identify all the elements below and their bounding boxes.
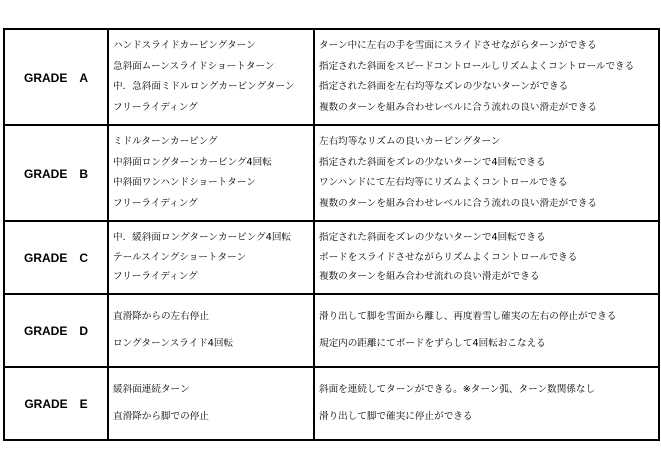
grade-row [4, 294, 659, 367]
criterion-item: 複数のターンを組み合わせレベルに合う流れの良い滑走ができる [319, 197, 598, 209]
grade-label: GRADE C [4, 221, 108, 294]
skill-item: ハンドスライドカービングターン [113, 40, 256, 52]
skill-item: 中．緩斜面ロングターンカービング4回転 [113, 231, 292, 243]
grade-table [3, 28, 660, 441]
skill-item: ロングターンスライド4回転 [113, 337, 234, 349]
criterion-item: 左右均等なリズムの良いカービングターン [319, 136, 501, 148]
grade-label: GRADE D [4, 294, 108, 367]
skill-item: フリーライディング [113, 271, 198, 283]
criteria-cell [314, 221, 659, 294]
skill-item: テールスイングショートターン [113, 251, 247, 263]
skill-item: ミドルターンカービング [113, 136, 218, 148]
skill-item: 直滑降からの左右停止 [113, 311, 209, 323]
skill-item: 急斜面ムーンスライドショートターン [113, 60, 275, 72]
criterion-item: 滑り出して脚を雪面から離し、再度着雪し確実の左右の停止ができる [319, 311, 617, 323]
skill-item: フリーライディング [113, 101, 198, 113]
criterion-item: 指定された斜面を左右均等なズレの少ないターンができる [319, 81, 569, 93]
criterion-item: 規定内の距離にてボードをずらして4回転おこなえる [319, 337, 546, 349]
criterion-item: ボードをスライドさせながらリズムよくコントロールできる [319, 251, 578, 263]
criterion-item: ワンハンドにて左右均等にリズムよくコントロールできる [319, 177, 568, 189]
skills-cell [108, 29, 314, 125]
grade-row [4, 29, 659, 125]
skills-cell [108, 294, 314, 367]
criterion-item: 指定された斜面をズレの少ないターンで4回転できる [319, 231, 546, 243]
skills-cell [108, 221, 314, 294]
criteria-cell [314, 367, 659, 440]
skills-cell [108, 367, 314, 440]
skill-item: 緩斜面連続ターン [113, 384, 190, 396]
grade-label: GRADE A [4, 29, 108, 125]
skill-item: フリーライディング [113, 197, 198, 209]
criteria-cell [314, 294, 659, 367]
grade-row [4, 221, 659, 294]
skills-cell [108, 125, 314, 221]
criterion-item: 指定された斜面をスピードコントロールしリズムよくコントロールできる [319, 60, 635, 72]
skill-item: 中．急斜面ミドルロングカービングターン [113, 81, 295, 93]
grade-row [4, 367, 659, 440]
criteria-cell [314, 125, 659, 221]
criterion-item: 斜面を連続してターンができる。※ターン弧、ターン数関係なし [319, 384, 596, 396]
grade-row [4, 125, 659, 221]
criterion-item: 複数のターンを組み合わせ流れの良い滑走ができる [319, 271, 540, 283]
criterion-item: 滑り出して脚で確実に停止ができる [319, 410, 473, 422]
criterion-item: ターン中に左右の手を雪面にスライドさせながらターンができる [319, 40, 597, 52]
grade-label: GRADE B [4, 125, 108, 221]
criterion-item: 複数のターンを組み合わせレベルに合う流れの良い滑走ができる [319, 101, 598, 113]
skill-item: 中斜面ロングターンカービング4回転 [113, 156, 272, 168]
skill-item: 直滑降から脚での停止 [113, 410, 209, 422]
criteria-cell [314, 29, 659, 125]
skill-item: 中斜面ワンハンドショートターン [113, 177, 256, 189]
criterion-item: 指定された斜面をズレの少ないターンで4回転できる [319, 156, 546, 168]
grade-label: GRADE E [4, 367, 108, 440]
